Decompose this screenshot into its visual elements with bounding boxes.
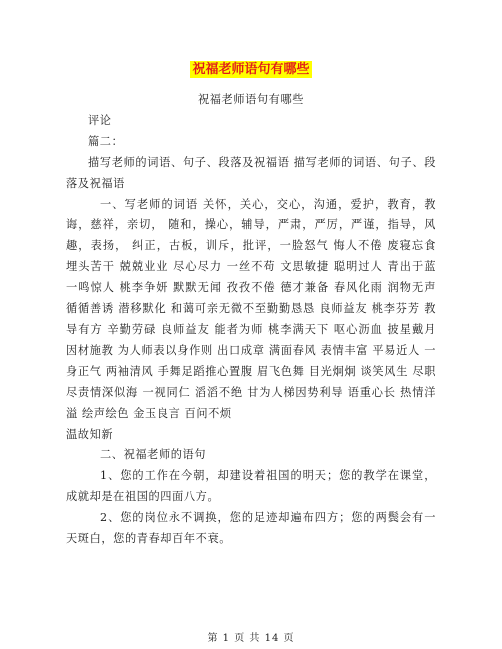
- comment-label: 评论: [88, 113, 112, 127]
- document-body: [66, 90, 436, 550]
- section1-tail: 温故知新: [66, 427, 114, 441]
- part-label: 篇二：: [88, 134, 124, 148]
- title-wrap: [0, 58, 502, 78]
- sentence-2: 2、您的岗位永不调换，您的足迹却遍布四方；您的两鬓会有一天斑白，您的青春却百年不衰。: [66, 511, 436, 546]
- intro-paragraph: 描写老师的词语、句子、段落及祝福语 描写老师的词语、句子、段落及祝福语: [66, 155, 436, 190]
- document-subtitle: 祝福老师语句有哪些: [197, 93, 305, 106]
- document-title: 祝福老师语句有哪些: [192, 62, 310, 77]
- sentence-1: 1、您的工作在今朝，却建设着祖国的明天；您的教学在课堂，成就却是在祖国的四面八方。: [66, 469, 436, 504]
- section2-heading: 二、祝福老师的语句: [100, 448, 207, 462]
- page-footer: 第 1 页 共 14 页: [207, 633, 295, 644]
- section1-paragraph: 一、写老师的词语 关怀，关心，交心，沟通，爱护，教育，教诲，慈祥，亲切， 随和，操心，辅导，严肃，严厉，严谨，指导，风趣，表扬， 纠正，古板，训斥，批评，一脸怒气 悔人不倦 废寝忘食 埋头苦干 兢兢业业 尽心尽力 一丝不苟 文思敏捷 聪明过人 青出于蓝 一鸣惊人 桃李争妍 默默无闻 孜孜不倦 德才兼备 春风化雨 润物无声 循循善诱 潜移默化 和蔼可亲无微不至勤勤恳恳 良师益友 桃李芬芳 教导有方 辛勤劳碌 良师益友 能者为师 桃李满天下 呕心沥血 披星戴月 因材施教 为人师表以身作则 出口成章 满面春风 表情丰富 平易近人 一身正气 两袖清风 手舞足蹈推心置腹 眉飞色舞 目光炯炯 谈笑风生 尽职尽责情深似海 一视同仁 滔滔不绝 甘为人梯因势利导 语重心长 热情洋溢 绘声绘色 金玉良言 百问不烦: [66, 197, 436, 420]
